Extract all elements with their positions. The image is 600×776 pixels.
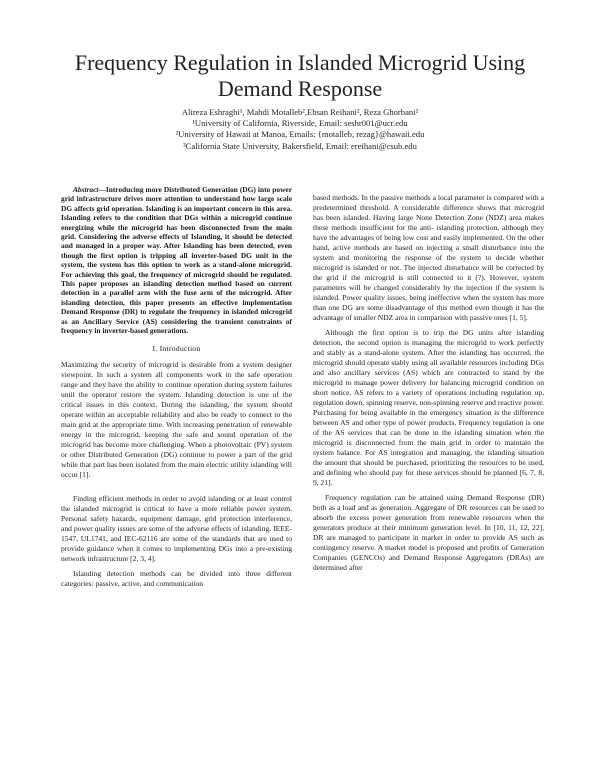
body-paragraph: based methods. In the passive methods a local parameter is compared with a predetermined threshold. A considerable difference shows that microgrid has been islanded. Having large None Detection Zone (NDZ) area makes these methods insufficient for the anti- islanding protection, although they have the advantages of being low cost and easily implemented. On the other hand, active methods are based on injecting a small disturbance into the system and monitoring the response of the system to decide whether microgrid is islanded or not. The injected disturbance will be corrected by the grid if the microgrid is still connected to it (?). However, system parameters will be changed considerably by the injection if the system is islanded. Power quality issues, being ineffective when the system has more than one DG are some disadvantage of this method even though it has the advantage of smaller NDZ area in comparison with passive ones [1, 5]. <box>313 193 544 322</box>
right-column <box>313 193 544 573</box>
author-list: Alireza Eshraghi¹, Mahdi Motalleb²,Ehsan Reihani², Reza Ghorbani² <box>181 107 419 117</box>
abstract-text: —Introducing more Distributed Generation (DG) into power grid infrastructure drives more attention to understand how large scale DG affects grid operation. Islanding is an important concern in this area. Islanding refers to the condition that DGs within a microgrid continue energizing while the microgrid has been disconnected from the main grid. Considering the adverse effects of Islanding, it should be detected and managed in a proper way. After Islanding has been detected, even though the first option is tripping all inverter-based DG unit in the system, the system has this option to work as a stand-alone microgrid. For achieving this goal, the frequency of microgrid should be regulated. This paper proposes an islanding detection method based on current detection in a parallel arm with the fuse arm of the microgrid. After islanding detection, this paper presents an effective implementation Demand Response (DR) to regulate the frequency in islanded microgrid as an Ancillary Service (AS) considering the transient constraints of frequency in inverter-based generations. <box>61 185 292 336</box>
paper-title: Frequency Regulation in Islanded Microgrid Using Demand Response <box>74 50 526 101</box>
body-paragraph: Finding efficient methods in order to avoid islanding or at least control the islanded microgrid is critical to have a more reliable power system. Personal safety hazards, equipment damage, grid protection interference, and power quality issues are some of the adverse effects of islanding. IEEE-1547, UL1741, and IEC-62116 are some of the standards that are used to provide guidance when it comes to implementing DGs into a pre-existing network infrastructure [2, 3, 4]. <box>61 493 292 563</box>
body-paragraph: Frequency regulation can be attained using Demand Response (DR) both as a load and as generation. Aggregate of DR resources can be used to absorb the excess power generation from renewable resources when the generators produce at their minimum generation level. In [10, 11, 12, 22], DR are managed to participate in market in order to provide AS such as contingency reserve. A market model is proposed and profits of Generation Companies (GENCOs) and Demand Response Aggregators (DRAs) are determined after <box>313 493 544 572</box>
affiliation-2: ²University of Hawaii at Manoa, Emails: {motalleb, rezag}@hawaii.edu <box>175 129 425 140</box>
body-paragraph: Islanding detection methods can be divided into three different categories: passive, active, and communication <box>61 568 292 588</box>
author-block <box>80 107 520 152</box>
section-heading: I. Introduction <box>152 343 201 353</box>
left-column <box>61 185 292 589</box>
body-paragraph: Although the first option is to trip the DG units after islanding detection, the second option is managing the microgrid to work perfectly and stably as a stand-alone system. After the islanding has occurred, the microgrid should operate stably using all available resources including DGs and also ancillary services (AS) which are contracted to stand by the microgrid to manage power delivery for balancing microgrid condition on short notice. AS refers to a variety of operations including regulation up, regulation down, spinning reserve, non-spinning reserve and reactive power. Purchasing for being available in the emergency situation is the difference between AS and other type of power products. Frequency regulation is one of the AS services that can be done in the islanding situation when the microgrid is disconnected from the main grid in order to maintain the system balance. For AS integration and managing, the islanding situation the amount that should be purchased, prioritizing the resources to be used, and defining who should pay for these services should be planned [6, 7, 8, 9, 21]. <box>313 328 544 487</box>
abstract <box>61 185 292 336</box>
body-paragraph: Maximizing the security of microgrid is desirable from a system designer viewpoint. In such a system all components work in the safe operation range and they have the ability to continue operation during system failures until the operator restore the system. Islanding detection is one of the critical issues in this context. During the islanding, the system should operate within an acceptable reliability and also be ready to connect to the main grid at the appropriate time. With increasing penetration of renewable energy in the microgrid, keeping the safe and sound operation of the microgrid has become more challenging. When a photovoltaic (PV) system or other Distributed Generation (DG) continue to power a part of the grid while that part has been isolated from the main electric utility islanding will occur [1]. <box>61 359 292 479</box>
abstract-label: Abstract <box>73 185 99 194</box>
affiliation-3: ³California State University, Bakersfield, Email: ereihani@csub.edu <box>183 140 417 151</box>
affiliation-1: ¹University of California, Riverside, Email: seshr001@ucr.edu <box>192 118 408 129</box>
